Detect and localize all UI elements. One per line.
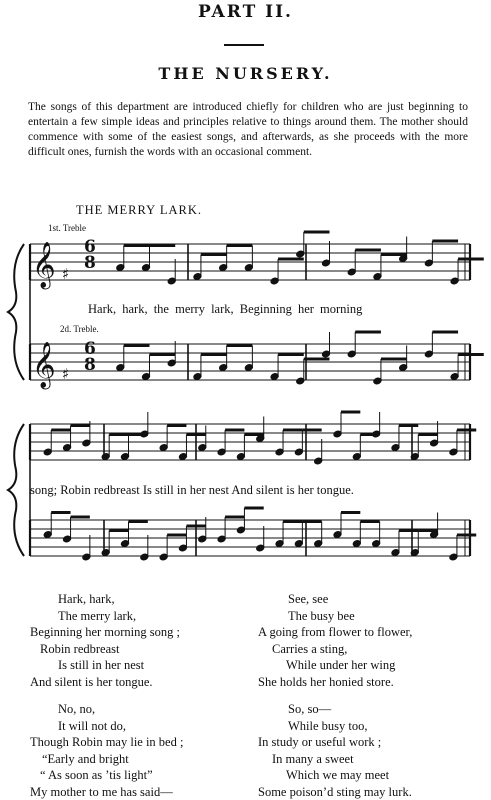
lyrics-line-1: Hark, hark, the merry lark, Beginning her morning [88, 302, 363, 316]
song-title: THE MERRY LARK. [76, 203, 202, 217]
time-signature-lower [84, 341, 96, 373]
sharp-sign: ♯ [62, 265, 70, 283]
clefs [32, 242, 56, 390]
verse-line: No, no, [58, 702, 96, 716]
part-title: PART II. [198, 2, 293, 22]
music-notes [43, 232, 484, 561]
verse-line: “ As soon as ’tis light” [40, 768, 153, 782]
verse-line: It will not do, [58, 718, 127, 733]
brace [8, 424, 24, 556]
verse-line: Which we may meet [286, 768, 390, 782]
time-sig-bottom: 8 [84, 253, 96, 273]
verse-line: While busy too, [288, 718, 368, 733]
verse-line: A going from flower to flower, [258, 625, 413, 639]
verse-right-1 [258, 591, 412, 690]
verse-line: Hark, hark, [58, 592, 115, 606]
verse-line: Beginning her morning song ; [30, 625, 180, 639]
treble-clef: 𝄞 [32, 342, 56, 388]
time-sig-top: 6 [84, 339, 96, 359]
verse-line: Robin redbreast [40, 641, 120, 656]
verse-left-2 [30, 701, 183, 800]
verse-line: So, so— [288, 702, 332, 716]
verse-right-2 [258, 701, 412, 800]
lyrics-line-2: song; Robin redbreast Is still in her nest And silent is her tongue. [30, 483, 354, 497]
brace [8, 244, 24, 380]
verse-line: Though Robin may lie in bed ; [30, 735, 184, 749]
verse-line: See, see [288, 592, 329, 606]
intro-paragraph: The songs of this department are introduced chiefly for children who are just beginning to entertain a few simple ideas and principles relative to things around them. The mother should commence with some of the easiest songs, and afterwards, as she proceeds with the more difficult ones, furnish the words with an occasional comment. [28, 101, 468, 158]
verse-line: My mother to me has said— [30, 784, 173, 799]
verse-line: Carries a sting, [272, 641, 348, 656]
verse-line: And silent is her tongue. [30, 674, 153, 689]
verse-line: Is still in her nest [58, 658, 145, 672]
system-braces [8, 244, 24, 556]
verse-line: In many a sweet [272, 751, 354, 766]
part-label-first-treble: 1st. Treble [48, 223, 87, 233]
verse-line: In study or useful work ; [258, 735, 382, 749]
time-signature-upper [84, 239, 96, 271]
part-label-second-treble: 2d. Treble. [60, 324, 99, 334]
verse-left-1 [30, 591, 180, 690]
time-sig-bottom: 8 [84, 355, 96, 375]
verse-line: The merry lark, [58, 608, 137, 623]
sharp-sign: ♯ [62, 365, 70, 383]
verse-line: While under her wing [286, 658, 396, 672]
verse-line: She holds her honied store. [258, 674, 394, 689]
verse-line: Some poison’d sting may lurk. [258, 784, 412, 799]
treble-clef: 𝄞 [32, 242, 56, 288]
verse-line: The busy bee [288, 608, 355, 623]
verse-line: “Early and bright [42, 751, 129, 766]
section-title: THE NURSERY. [158, 64, 333, 83]
time-sig-top: 6 [84, 237, 96, 257]
